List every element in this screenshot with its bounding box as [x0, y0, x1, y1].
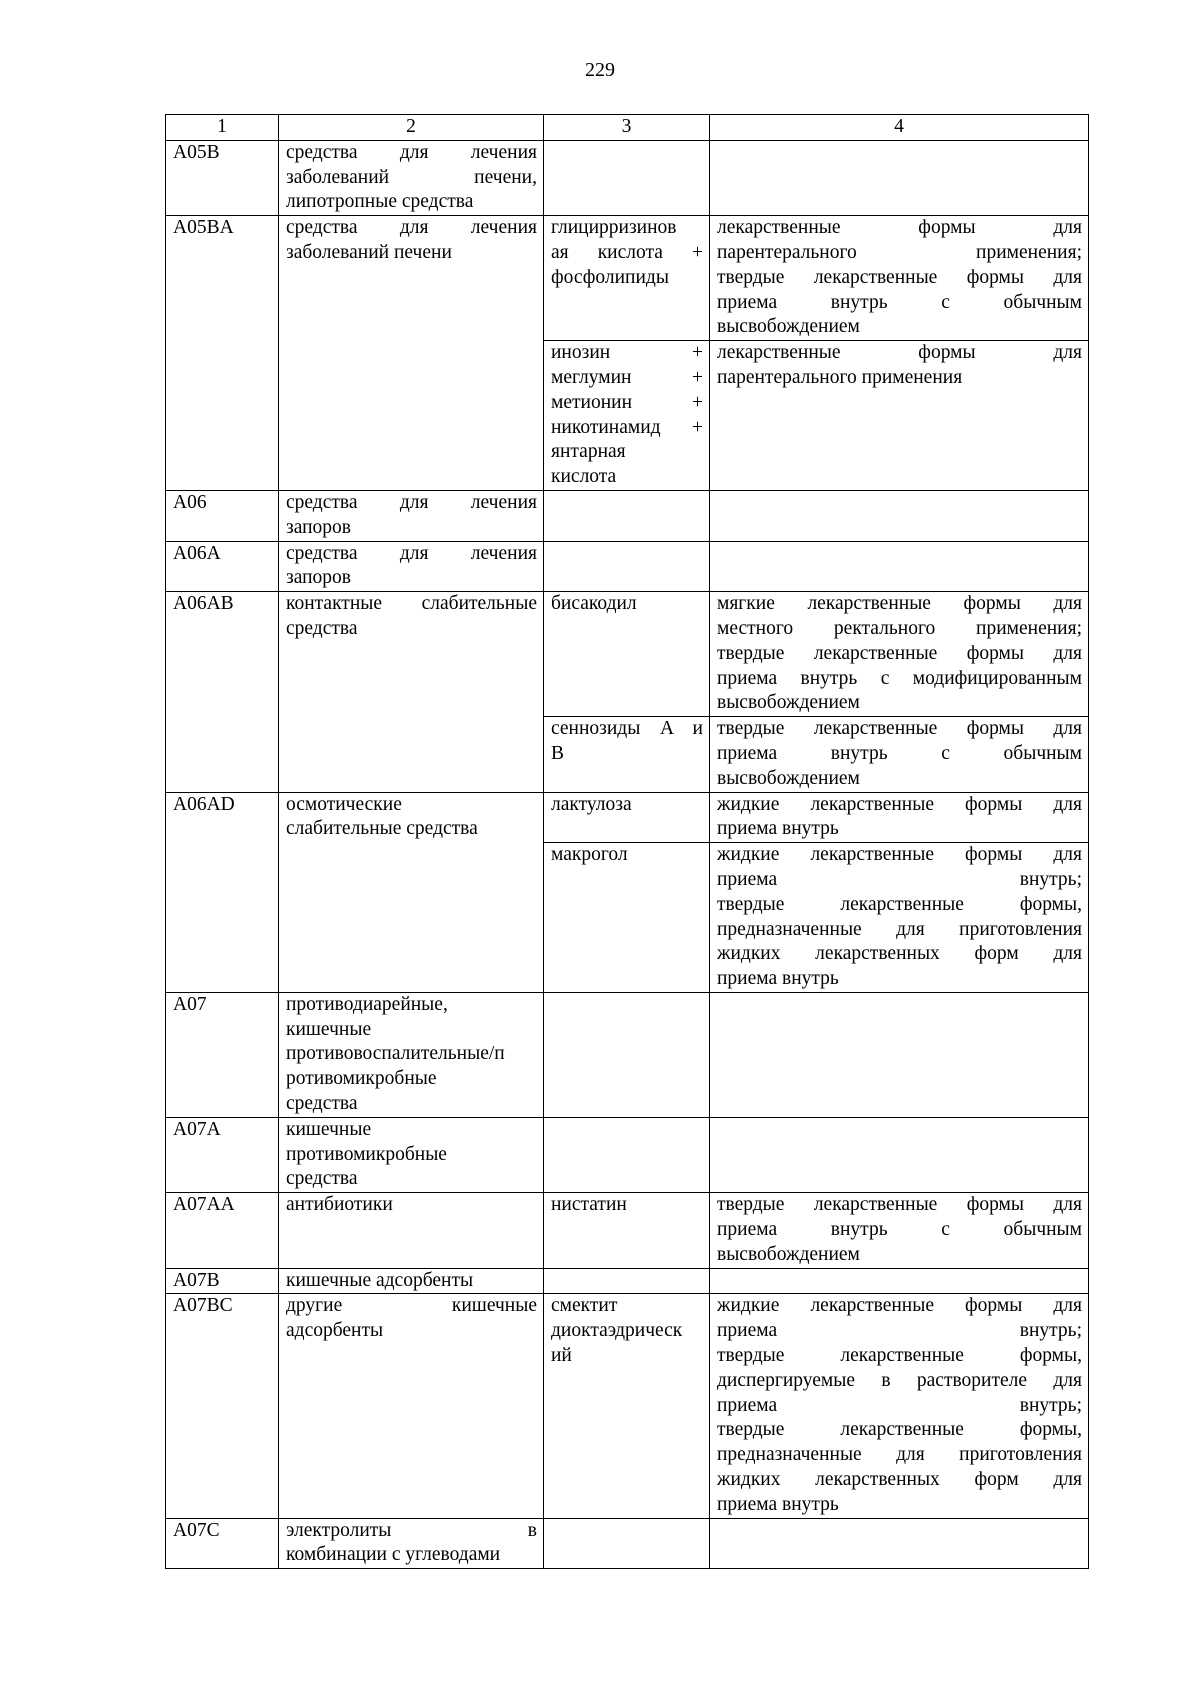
text-line: нистатин [551, 1194, 627, 1216]
drug-name-cell [544, 1294, 710, 1518]
text-line: запоров [286, 567, 351, 589]
atc-code-cell: A07B [166, 1268, 279, 1294]
dosage-forms-cell [710, 541, 1089, 592]
drug-name-cell [544, 1268, 710, 1294]
atc-code-cell: A05B [166, 140, 279, 215]
text-line: липотропные средства [286, 191, 474, 213]
drug-name-cell [544, 1193, 710, 1268]
dosage-forms-cell [710, 1518, 1089, 1569]
text-line: приема внутрь [717, 818, 839, 840]
table-row [166, 1518, 1089, 1569]
text-line: предназначенные для приготовления [717, 1444, 1082, 1466]
atc-code-cell: A06A [166, 541, 279, 592]
text-line: средства для лечения [286, 542, 537, 564]
text-line: средства для лечения [286, 491, 537, 513]
text-line: заболеваний печени, [286, 166, 537, 188]
dosage-forms-cell [710, 1294, 1089, 1518]
atc-code-cell: A06AB [166, 592, 279, 792]
text-line: твердые лекарственные формы для [717, 1194, 1082, 1216]
text-line: жидких лекарственных форм для [717, 943, 1082, 965]
text-line: приема внутрь с обычным [717, 1219, 1082, 1241]
text-line: высвобождением [717, 1243, 860, 1265]
text-line: слабительные средства [286, 818, 478, 840]
text-line: парентерального применения [717, 366, 963, 388]
text-line: средства для лечения [286, 141, 537, 163]
drug-name-cell [544, 792, 710, 843]
text-line: кишечные [286, 1018, 372, 1040]
text-line: противомикробные [286, 1143, 447, 1165]
table-row [166, 792, 1089, 843]
pharmacological-group-cell [279, 1518, 544, 1569]
text-line: метионин + [551, 391, 703, 413]
pharmacological-group-cell [279, 792, 544, 992]
text-line: кишечные [286, 1118, 372, 1140]
dosage-forms-cell [710, 1193, 1089, 1268]
column-header: 4 [710, 115, 1089, 141]
text-line: смектит [551, 1295, 618, 1317]
atc-code-cell: A07AA [166, 1193, 279, 1268]
column-header: 1 [166, 115, 279, 141]
text-line: заболеваний печени [286, 241, 452, 263]
drug-name-cell [544, 490, 710, 541]
text-line: приема внутрь с обычным [717, 291, 1082, 313]
text-line: адсорбенты [286, 1320, 384, 1342]
text-line: твердые лекарственные формы для [717, 642, 1082, 664]
text-line: жидкие лекарственные формы для [717, 844, 1082, 866]
text-line: средства [286, 1168, 358, 1190]
text-line: мягкие лекарственные формы для [717, 593, 1082, 615]
table-row [166, 490, 1089, 541]
dosage-forms-cell [710, 1117, 1089, 1192]
drug-name-cell [544, 843, 710, 993]
text-line: высвобождением [717, 767, 860, 789]
drug-name-cell [544, 140, 710, 215]
text-line: антибиотики [286, 1194, 393, 1216]
dosage-forms-cell [710, 140, 1089, 215]
text-line: ая кислота + [551, 241, 703, 263]
text-line: комбинации с углеводами [286, 1544, 501, 1566]
pharmacological-group-cell [279, 1193, 544, 1268]
text-line: фосфолипиды [551, 266, 669, 288]
drug-name-cell [544, 992, 710, 1117]
text-line: электролиты в [286, 1519, 537, 1541]
text-line: жидких лекарственных форм для [717, 1469, 1082, 1491]
table-row [166, 140, 1089, 215]
pharmacological-group-cell [279, 490, 544, 541]
column-header: 3 [544, 115, 710, 141]
text-line: глицирризинов [551, 217, 677, 239]
text-line: другие кишечные [286, 1295, 537, 1317]
text-line: никотинамид + [551, 416, 703, 438]
text-line: высвобождением [717, 316, 860, 338]
text-line: средства [286, 1093, 358, 1115]
text-line: приема внутрь; [717, 868, 1082, 890]
text-line: жидкие лекарственные формы для [717, 793, 1082, 815]
pharmacological-group-cell [279, 1268, 544, 1294]
dosage-forms-cell [710, 843, 1089, 993]
text-line: бисакодил [551, 593, 637, 615]
table-row [166, 216, 1089, 341]
text-line: высвобождением [717, 692, 860, 714]
drug-name-cell [544, 717, 710, 792]
text-line: макрогол [551, 844, 628, 866]
text-line: осмотические [286, 793, 402, 815]
text-line: лекарственные формы для [717, 217, 1082, 239]
dosage-forms-cell [710, 490, 1089, 541]
text-line: инозин + [551, 342, 703, 364]
text-line: приема внутрь [717, 968, 839, 990]
atc-code-cell: A07C [166, 1518, 279, 1569]
text-line: лактулоза [551, 793, 632, 815]
text-line: местного ректального применения; [717, 617, 1082, 639]
text-line: B [551, 742, 565, 764]
table-row [166, 592, 1089, 717]
pharmacological-group-cell [279, 592, 544, 792]
dosage-forms-cell [710, 341, 1089, 491]
table-row [166, 1294, 1089, 1518]
text-line: твердые лекарственные формы, [717, 1345, 1082, 1367]
table-row [166, 541, 1089, 592]
column-header: 2 [279, 115, 544, 141]
drug-name-cell [544, 592, 710, 717]
table-row [166, 1117, 1089, 1192]
pharmacological-group-cell [279, 992, 544, 1117]
table-row [166, 992, 1089, 1117]
text-line: диоктаэдрическ [551, 1320, 683, 1342]
text-line: жидкие лекарственные формы для [717, 1295, 1082, 1317]
text-line: янтарная [551, 441, 626, 463]
text-line: приема внутрь с обычным [717, 742, 1082, 764]
text-line: диспергируемые в растворителе для [717, 1369, 1082, 1391]
table-row [166, 1193, 1089, 1268]
text-line: парентерального применения; [717, 241, 1082, 263]
dosage-forms-cell [710, 992, 1089, 1117]
text-line: противовоспалительные/п [286, 1043, 505, 1065]
text-line: противодиарейные, [286, 993, 448, 1015]
text-line: лекарственные формы для [717, 342, 1082, 364]
pharmacological-group-cell [279, 1294, 544, 1518]
text-line: приема внутрь [717, 1493, 839, 1515]
text-line: приема внутрь с модифицированным [717, 667, 1082, 689]
drug-name-cell [544, 216, 710, 341]
drug-name-cell [544, 541, 710, 592]
text-line: сеннозиды A и [551, 718, 703, 740]
dosage-forms-cell [710, 1268, 1089, 1294]
table-header-row [166, 115, 1089, 141]
drug-classification-table [165, 114, 1089, 1569]
atc-code-cell: A06 [166, 490, 279, 541]
atc-code-cell: A07 [166, 992, 279, 1117]
pharmacological-group-cell [279, 1117, 544, 1192]
text-line: твердые лекарственные формы, [717, 893, 1082, 915]
text-line: средства [286, 617, 358, 639]
text-line: приема внутрь; [717, 1320, 1082, 1342]
atc-code-cell: A05BA [166, 216, 279, 491]
text-line: твердые лекарственные формы, [717, 1419, 1082, 1441]
text-line: твердые лекарственные формы для [717, 266, 1082, 288]
text-line: ий [551, 1345, 572, 1367]
atc-code-cell: A07BC [166, 1294, 279, 1518]
text-line: кислота [551, 466, 617, 488]
text-line: твердые лекарственные формы для [717, 718, 1082, 740]
pharmacological-group-cell [279, 216, 544, 491]
atc-code-cell: A06AD [166, 792, 279, 992]
dosage-forms-cell [710, 592, 1089, 717]
text-line: средства для лечения [286, 217, 537, 239]
text-line: предназначенные для приготовления [717, 918, 1082, 940]
text-line: ротивомикробные [286, 1068, 437, 1090]
text-line: запоров [286, 516, 351, 538]
drug-name-cell [544, 341, 710, 491]
page-number: 229 [585, 59, 615, 81]
dosage-forms-cell [710, 717, 1089, 792]
drug-name-cell [544, 1117, 710, 1192]
table-row [166, 1268, 1089, 1294]
text-line: кишечные адсорбенты [286, 1269, 474, 1291]
dosage-forms-cell [710, 792, 1089, 843]
text-line: меглумин + [551, 366, 703, 388]
text-line: приема внутрь; [717, 1394, 1082, 1416]
pharmacological-group-cell [279, 541, 544, 592]
dosage-forms-cell [710, 216, 1089, 341]
atc-code-cell: A07A [166, 1117, 279, 1192]
pharmacological-group-cell [279, 140, 544, 215]
drug-name-cell [544, 1518, 710, 1569]
text-line: контактные слабительные [286, 593, 537, 615]
